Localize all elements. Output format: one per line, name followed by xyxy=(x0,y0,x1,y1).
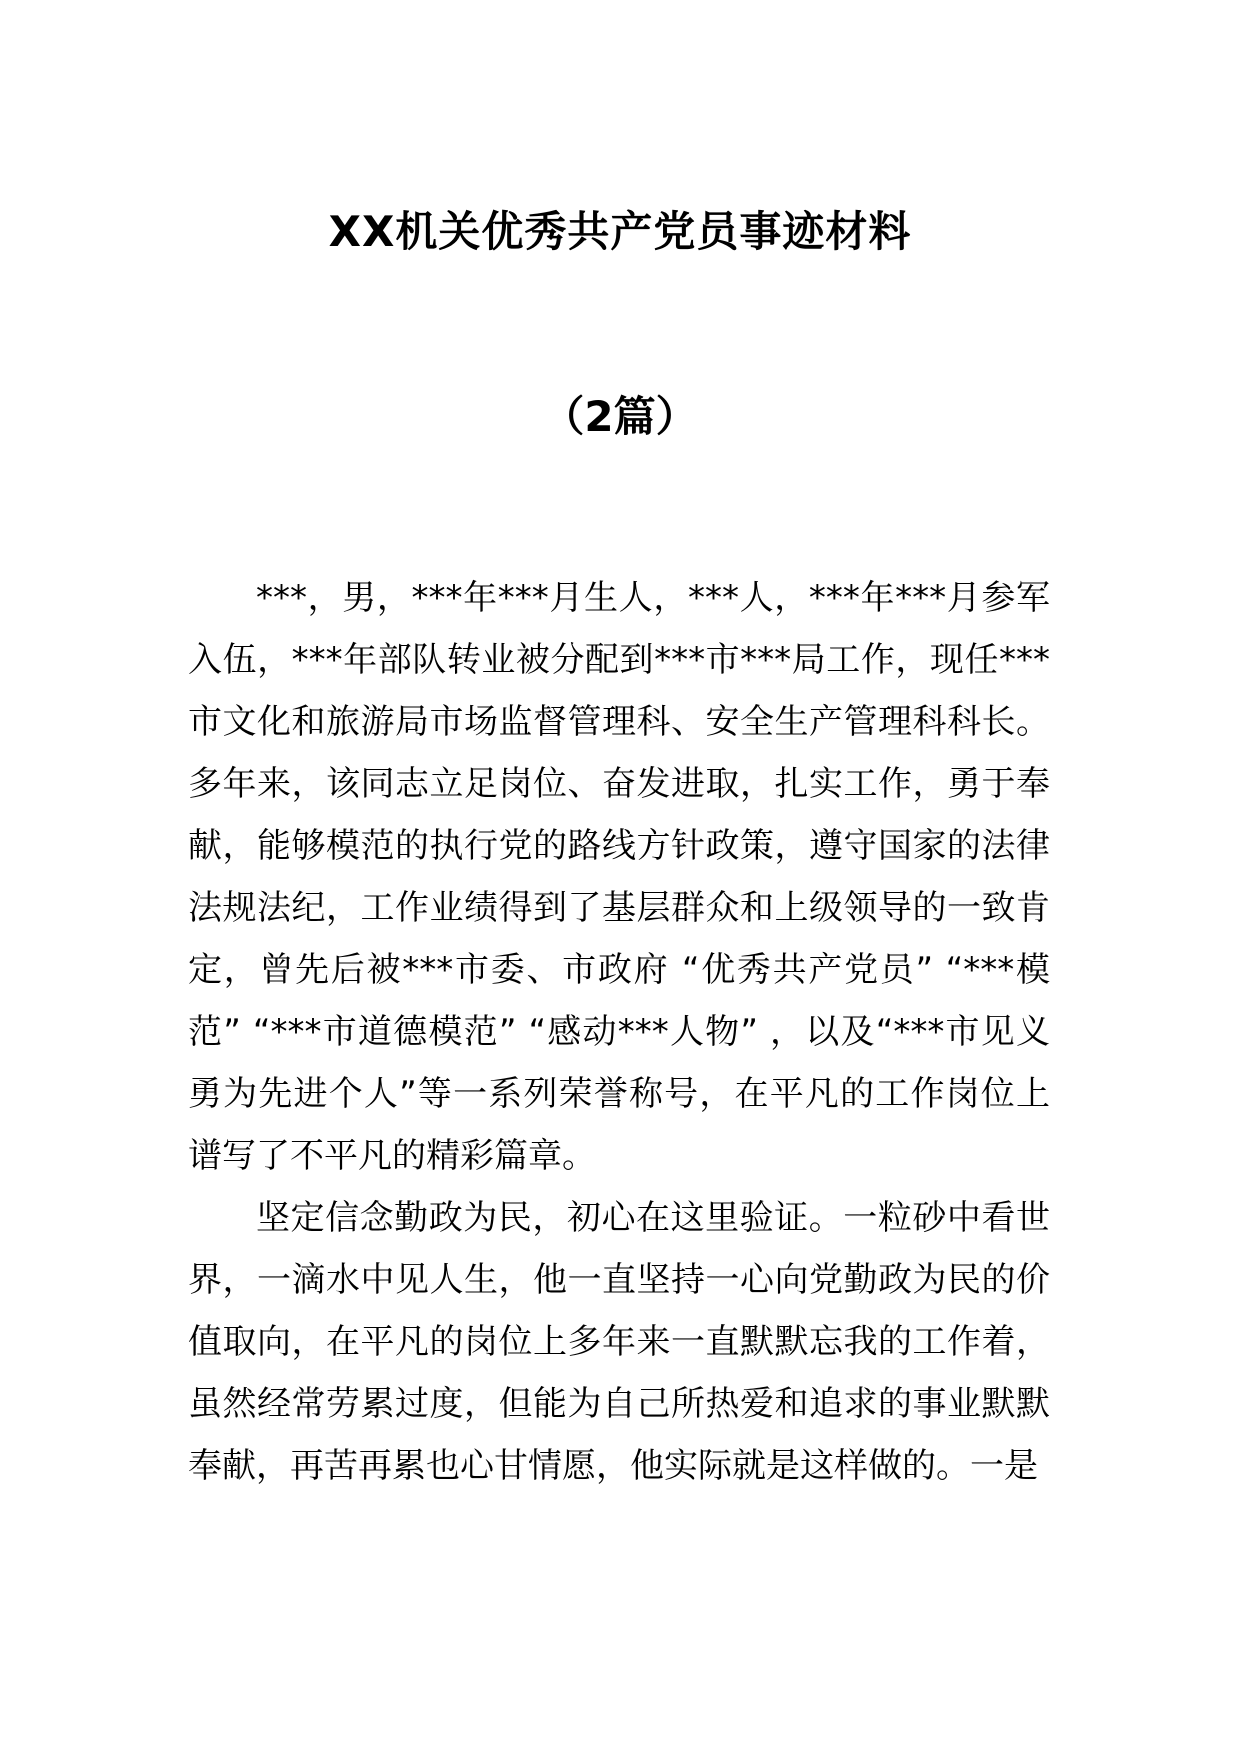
document-body xyxy=(188,567,1050,1497)
document-subtitle: （2篇） xyxy=(542,392,698,441)
document-title: XX机关优秀共产党员事迹材料 xyxy=(328,207,912,256)
body-paragraph: ***，男，***年***月生人，***人，***年***月参军入伍，***年部队转业被分配到***市***局工作，现任***市文化和旅游局市场监督管理科、安全生产管理科科长。多年来，该同志立足岗位、奋发进取，扎实工作，勇于奉献，能够模范的执行党的路线方针政策，遵守国家的法律法规法纪，工作业绩得到了基层群众和上级领导的一致肯定，曾先后被***市委、市政府 “优秀共产党员” “***模范” “***市道德模范” “感动***人物” ，以及“***市见义勇为先进个人”等一系列荣誉称号，在平凡的工作岗位上谱写了不平凡的精彩篇章。 xyxy=(188,578,1050,1176)
body-paragraph: 坚定信念勤政为民，初心在这里验证。一粒砂中看世界，一滴水中见人生，他一直坚持一心向党勤政为民的价值取向，在平凡的岗位上多年来一直默默忘我的工作着，虽然经常劳累过度，但能为自己所热爱和追求的事业默默奉献，再苦再累也心甘情愿，他实际就是这样做的。一是 xyxy=(188,1198,1050,1486)
